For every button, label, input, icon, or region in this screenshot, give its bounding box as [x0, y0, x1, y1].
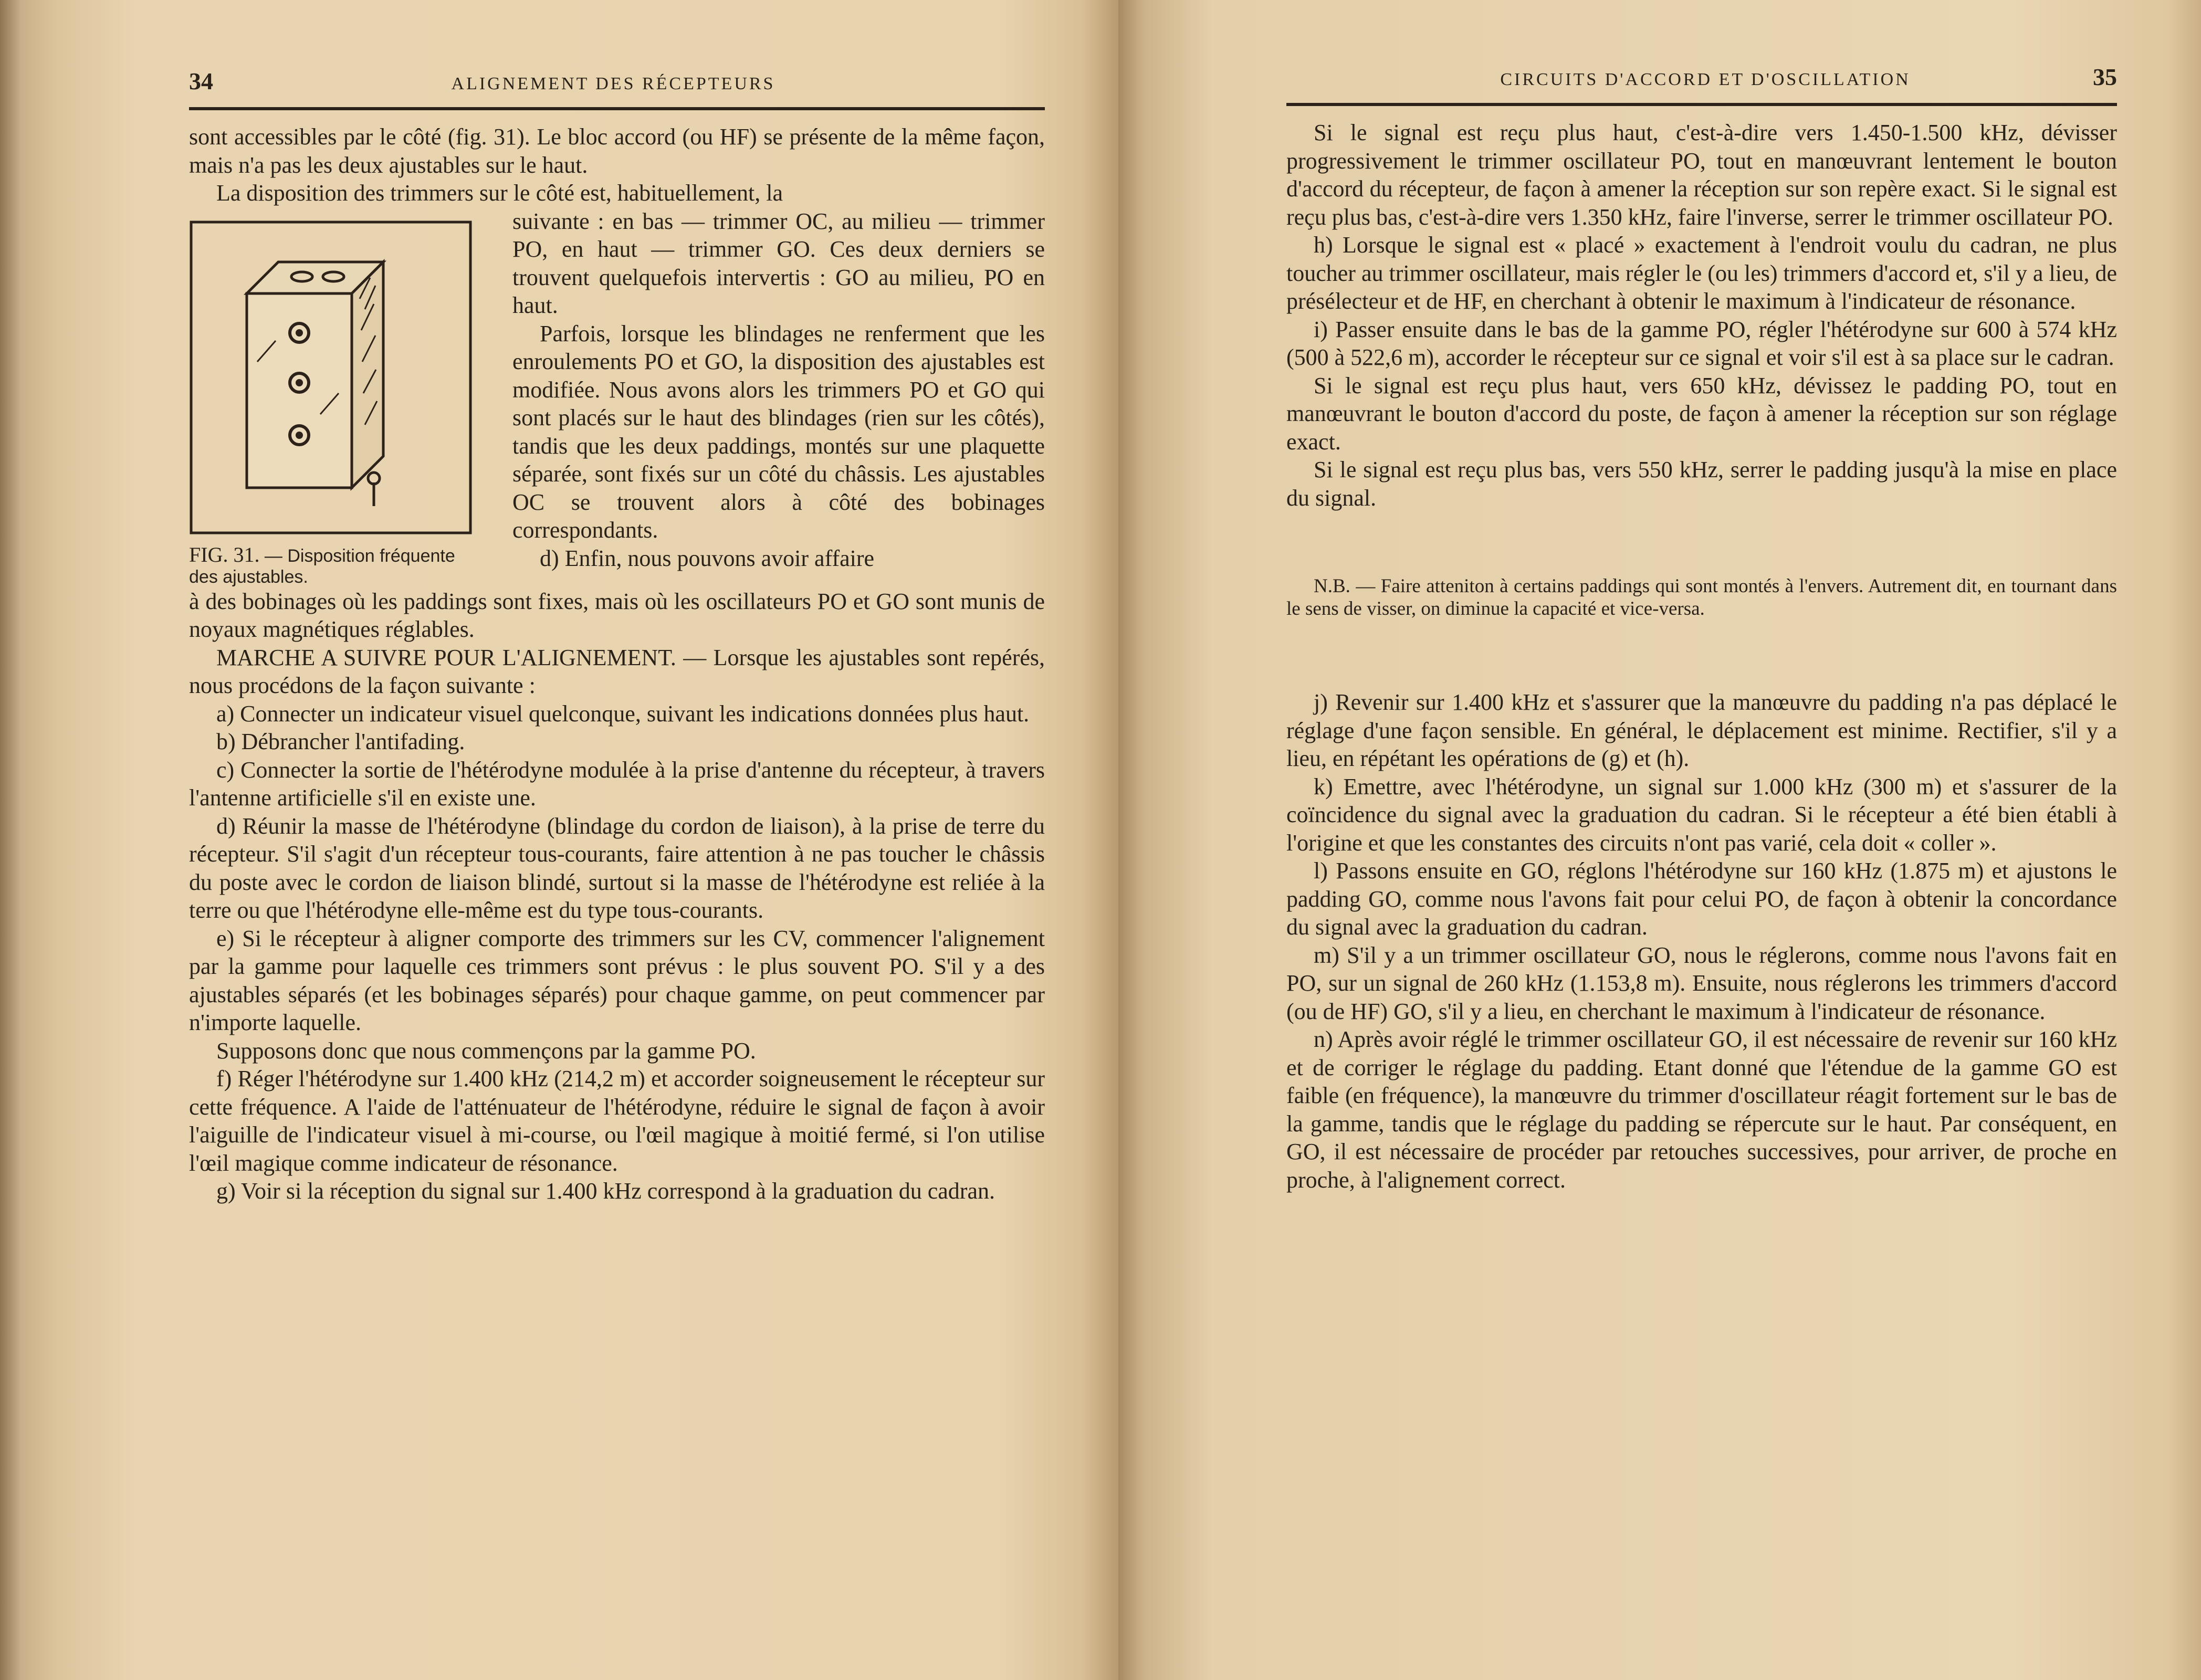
item-g: g) Voir si la réception du signal sur 1.400 kHz correspond à la graduation du cadran.	[216, 1178, 995, 1204]
item-c: c) Connecter la sortie de l'hétérodyne modulée à la prise d'antenne du récepteur, à travers l'antenne artificielle s'il en existe une.	[189, 757, 1045, 811]
right-page-header	[1286, 63, 2117, 100]
figure-caption	[189, 544, 483, 587]
left-page-header	[189, 67, 1045, 104]
item-n: n) Après avoir réglé le trimmer oscillateur GO, il est nécessaire de revenir sur 160 kHz et de corriger le réglage du padding. Etant donné que l'étendue de la gamme GO est faible (en fréquence), la manœuvre du trimmer d'oscillateur réagit fortement sur le bas de la gamme, tandis que le réglage du padding se répercute sur le haut. Par conséquent, en GO, il est nécessaire de procéder par retouches successives, pour arriver, de proche en proche, à l'alignement correct.	[1286, 1026, 2117, 1193]
paragraph-disposition-wrap: suivante : en bas — trimmer OC, au milieu — trimmer PO, en haut — trimmer GO. Ces deux derniers se trouvent quelquefois intervertis : GO au milieu, PO en haut.	[512, 208, 1045, 318]
figure-block	[189, 207, 1045, 587]
figure-caption-text: — Disposition fréquente des ajustables.	[189, 545, 455, 587]
item-j: j) Revenir sur 1.400 kHz et s'assurer que la manœuvre du padding n'a pas déplacé le réglage d'une façon sensible. En général, le déplacement est minime. Rectifier, s'il y a lieu, en répétant les opérations de (g) et (h).	[1286, 689, 2117, 771]
coil-shield-illustration	[189, 220, 473, 535]
page-number-right: 35	[2093, 64, 2117, 90]
paragraph-d-enfin: d) Enfin, nous pouvons avoir affaire	[540, 545, 875, 571]
running-head-right: CIRCUITS D'ACCORD ET D'OSCILLATION	[1500, 70, 1911, 89]
paragraph-padding-bas: Si le signal est reçu plus bas, vers 550 kHz, serrer le padding jusqu'à la mise en place du signal.	[1286, 457, 2117, 511]
item-h: h) Lorsque le signal est « placé » exactement à l'endroit voulu du cadran, ne plus toucher au trimmer oscillateur, mais régler le (ou les) trimmers d'accord et, s'il y a lieu, de présélecteur et de HF, en cherchant à obtenir le maximum à l'indicateur de résonance.	[1286, 232, 2117, 314]
paragraph-disposition-head: La disposition des trimmers sur le côté est, habituellement, la	[216, 180, 783, 206]
paragraph-marche	[189, 644, 1045, 700]
item-e: e) Si le récepteur à aligner comporte des trimmers sur les CV, commencer l'alignement par la gamme pour laquelle ces trimmers sont prévus : le plus souvent PO. S'il y a des ajustables séparés (et les bobinages séparés) pour chaque gamme, on peut commencer par n'importe laquelle.	[189, 925, 1045, 1035]
paragraph-signal-haut: Si le signal est reçu plus haut, c'est-à-dire vers 1.450-1.500 kHz, dévisser progressivement le trimmer oscillateur PO, tout en manœuvrant lentement le bouton d'accord du récepteur, de façon à amener la réception sur son repère exact. Si le signal est reçu plus bas, c'est-à-dire vers 1.350 kHz, faire l'inverse, serrer le trimmer oscillateur PO.	[1286, 120, 2117, 230]
item-l: l) Passons ensuite en GO, réglons l'hétérodyne sur 160 kHz (1.875 m) et ajustons le padding GO, comme nous l'avons fait pour celui PO, de façon à obtenir la concordance du signal avec la graduation du cadran.	[1286, 858, 2117, 940]
header-rule-right	[1286, 103, 2117, 106]
paragraph-padding-haut: Si le signal est reçu plus haut, vers 650 kHz, dévissez le padding PO, tout en manœuvrant le bouton d'accord du poste, de façon à amener la réception sur son réglage exact.	[1286, 372, 2117, 455]
paragraph-parfois: Parfois, lorsque les blindages ne renferment que les enroulements PO et GO, la disposition des ajustables est modifiée. Nous avons alors les trimmers PO et GO qui sont placés sur le haut des blindages (rien sur les côtés), tandis que les deux paddings, montés sur une plaquette séparée, sont fixés sur un côté du châssis. Les ajustables OC se trouvent alors à côté des bobinages correspondants.	[512, 320, 1045, 543]
marche-text: — Lorsque les ajustables sont repérés, nous procédons de la façon suivante :	[189, 644, 1045, 698]
running-head-left: ALIGNEMENT DES RÉCEPTEURS	[451, 74, 775, 93]
marche-heading: MARCHE A SUIVRE POUR L'ALIGNEMENT.	[216, 644, 676, 670]
item-k: k) Emettre, avec l'hétérodyne, un signal sur 1.000 kHz (300 m) et s'assurer de la coïncidence du signal avec la graduation du cadran. Si le récepteur a été bien établi à l'origine et que les constantes des circuits n'ont pas varié, cela doit « coller ».	[1286, 773, 2117, 856]
header-rule-left	[189, 107, 1045, 110]
wrapped-text-column	[512, 207, 1045, 587]
paragraph-intro: sont accessibles par le côté (fig. 31). Le bloc accord (ou HF) se présente de la même façon, mais n'a pas les deux ajustables sur le haut.	[189, 124, 1045, 178]
item-f: f) Réger l'hétérodyne sur 1.400 kHz (214,2 m) et accorder soigneusement le récepteur sur cette fréquence. A l'aide de l'atténuateur de l'hétérodyne, réduire le signal de façon à avoir l'aiguille de l'indicateur visuel à mi-course, ou l'œil magique à moitié fermé, si l'on utilise l'œil magique comme indicateur de résonance.	[189, 1066, 1045, 1176]
page-number-left: 34	[189, 68, 213, 94]
nota-bene: N.B. — Faire atteniton à certains paddings qui sont montés à l'envers. Autrement dit, en tournant dans le sens de visser, on diminue la capacité et vice-versa.	[1286, 575, 2117, 620]
item-i: i) Passer ensuite dans le bas de la gamme PO, régler l'hétérodyne sur 600 à 574 kHz (500 à 522,6 m), accorder le récepteur sur ce signal et voir s'il est à sa place sur le cadran.	[1286, 316, 2117, 370]
figure-label: FIG. 31.	[189, 542, 260, 566]
item-m: m) S'il y a un trimmer oscillateur GO, nous le réglerons, comme nous l'avons fait en PO, sur un signal de 260 kHz (1.153,8 m). Ensuite, nous réglerons les trimmers d'accord (ou de HF) GO, s'il y a lieu, en cherchant le maximum à l'indicateur de résonance.	[1286, 942, 2117, 1024]
paragraph-d-enfin-cont: à des bobinages où les paddings sont fixes, mais où les oscillateurs PO et GO sont munis de noyaux magnétiques réglables.	[189, 588, 1045, 642]
right-page	[1118, 0, 2201, 1680]
item-b: b) Débrancher l'antifading.	[216, 729, 465, 754]
item-a: a) Connecter un indicateur visuel quelconque, suivant les indications données plus haut.	[216, 700, 1030, 727]
item-d: d) Réunir la masse de l'hétérodyne (blindage du cordon de liaison), à la prise de terre du récepteur. S'il s'agit d'un récepteur tous-courants, faire attention à ne pas toucher le châssis du poste avec le cordon de liaison blindé, surtout si la masse de l'hétérodyne est reliée à la terre ou que l'hétérodyne elle-même est du type tous-courants.	[189, 813, 1045, 923]
paragraph-supposons: Supposons donc que nous commençons par la gamme PO.	[216, 1037, 756, 1064]
figure-31	[189, 207, 483, 587]
